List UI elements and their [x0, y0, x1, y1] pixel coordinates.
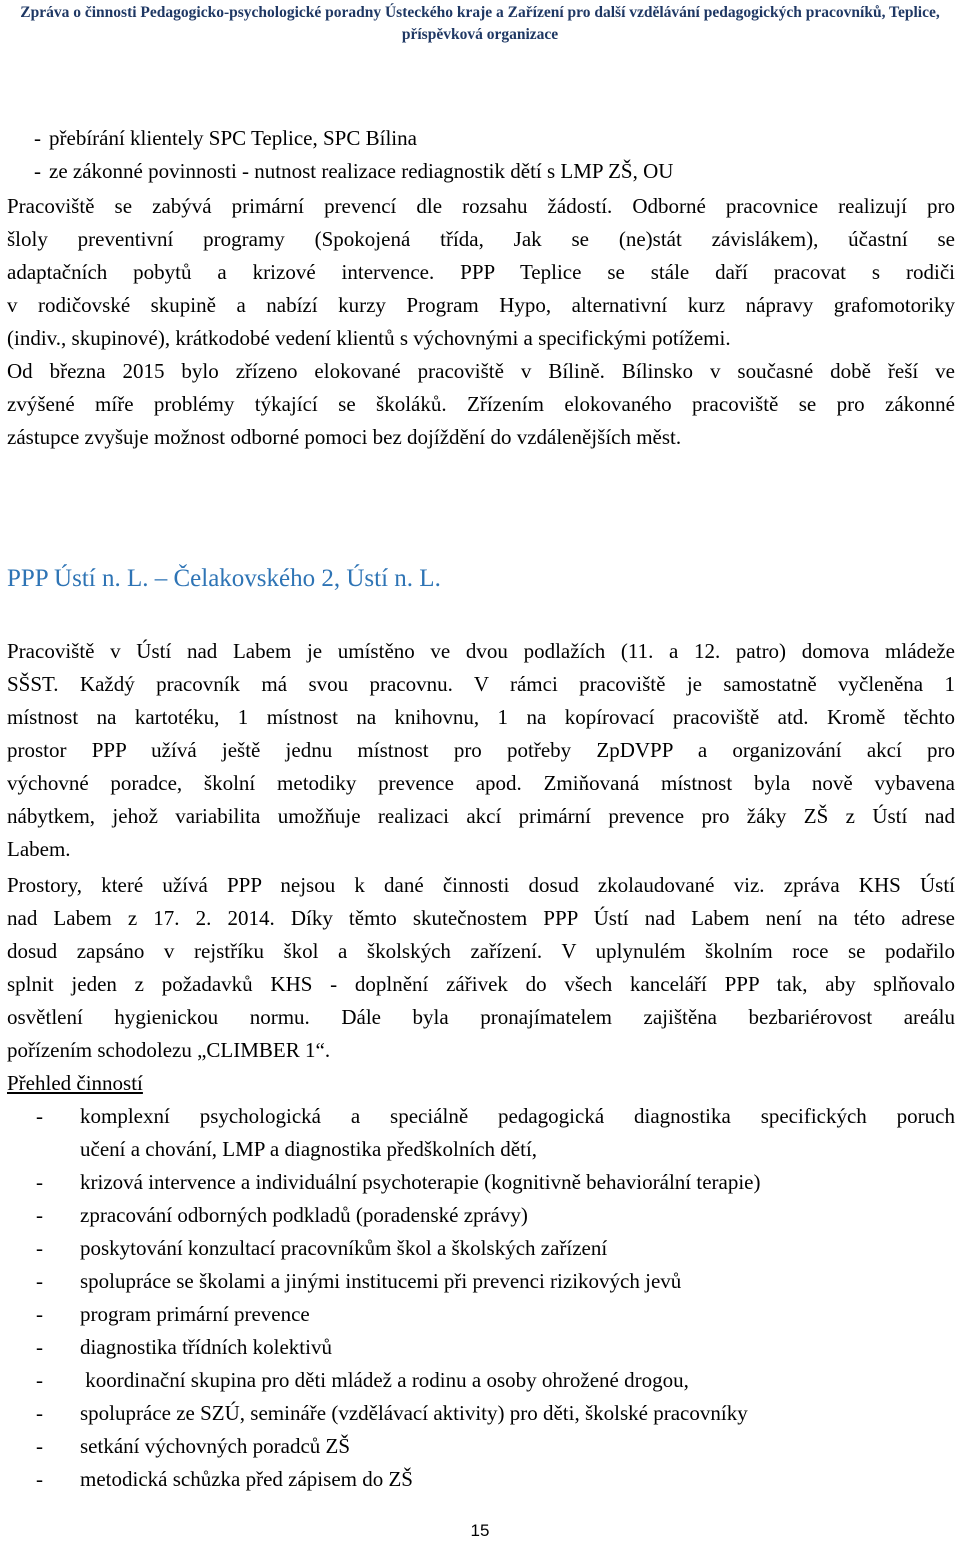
list-item-text: komplexní psychologická a speciálně pedagogická diagnostika specifických poruch — [80, 1104, 955, 1128]
paragraph-line: zvýšené míře problémy týkající se školáků. Zřízením elokovaného pracoviště se pro zákonné — [7, 392, 955, 416]
paragraph-line: nad Labem z 17. 2. 2014. Díky těmto skutečnostem PPP Ústí nad Labem není na této adrese — [7, 906, 955, 930]
list-dash: - — [34, 159, 41, 183]
paragraph-line: šloly preventivní programy (Spokojená třída, Jak se (ne)stát závislákem), účastní se — [7, 227, 955, 251]
list-item — [0, 1331, 955, 1364]
list-item-text: diagnostika třídních kolektivů — [80, 1335, 332, 1359]
list-dash: - — [36, 1302, 43, 1326]
list-dash: - — [36, 1203, 43, 1227]
list-item — [0, 1364, 955, 1397]
paragraph-line: prostor PPP užívá ještě jednu místnost pro potřeby ZpDVPP a organizování akcí pro — [7, 738, 955, 762]
list-dash: - — [36, 1335, 43, 1359]
list-item — [0, 1100, 955, 1166]
list-dash: - — [36, 1170, 43, 1194]
list-item-text: ze zákonné povinnosti - nutnost realizace rediagnostik dětí s LMP ZŠ, OU — [49, 159, 674, 183]
list-item — [0, 1232, 955, 1265]
prostory-paragraph — [7, 869, 955, 1067]
list-dash: - — [36, 1236, 43, 1260]
header-line-2: příspěvková organizace — [401, 26, 559, 43]
list-item-text: metodická schůzka před zápisem do ZŠ — [80, 1467, 413, 1491]
paragraph-line: místnost na kartotéku, 1 místnost na knihovnu, 1 na kopírovací pracoviště atd. Kromě těchto — [7, 705, 955, 729]
list-item — [0, 1265, 955, 1298]
list-dash: - — [36, 1401, 43, 1425]
activities-heading: Přehled činností — [7, 1071, 143, 1095]
list-item-text: poskytování konzultací pracovníkům škol a školských zařízení — [80, 1236, 608, 1260]
list-item — [0, 1199, 955, 1232]
list-dash: - — [36, 1104, 43, 1128]
list-dash: - — [34, 126, 41, 150]
paragraph-line: výchovné poradce, školní metodiky prevence apod. Zmiňovaná místnost byla nově vybavena — [7, 771, 955, 795]
list-item-text: spolupráce se školami a jinými institucemi při prevenci rizikových jevů — [80, 1269, 682, 1293]
teplice-paragraph — [7, 190, 955, 454]
section-heading-usti: PPP Ústí n. L. – Čelakovského 2, Ústí n. L. — [7, 565, 441, 592]
list-item — [0, 1463, 955, 1496]
paragraph-line: v rodičovské skupině a nabízí kurzy Program Hypo, alternativní kurz nápravy grafomotoriky — [7, 293, 955, 317]
list-item-text: krizová intervence a individuální psychoterapie (kognitivně behaviorální terapie) — [80, 1170, 761, 1194]
list-item — [0, 1166, 955, 1199]
list-dash: - — [36, 1467, 43, 1491]
list-item-text: program primární prevence — [80, 1302, 310, 1326]
list-dash: - — [36, 1269, 43, 1293]
list-dash: - — [36, 1368, 43, 1392]
list-item-text-continued: učení a chování, LMP a diagnostika předškolních dětí, — [80, 1137, 538, 1161]
paragraph-line: adaptačních pobytů a krizové intervence. PPP Teplice se stále daří pracovat s rodiči — [7, 260, 955, 284]
list-item — [0, 1298, 955, 1331]
paragraph-line: splnit jeden z požadavků KHS - doplnění zářivek do všech kanceláří PPP tak, aby splňovalo — [7, 972, 955, 996]
usti-paragraph — [7, 635, 955, 866]
list-item-text: zpracování odborných podkladů (poradenské zprávy) — [80, 1203, 528, 1227]
header-line-1: Zpráva o činnosti Pedagogicko-psychologické poradny Ústeckého kraje a Zařízení pro další vzdělávání pedagogických pracovníků, Teplice, — [20, 4, 940, 21]
running-header — [0, 2, 960, 46]
paragraph-line: SŠST. Každý pracovník má svou pracovnu. V rámci pracoviště je samostatně vyčleněna 1 — [7, 672, 955, 696]
paragraph-line: Prostory, které užívá PPP nejsou k dané činnosti dosud zkolaudované viz. zpráva KHS Ústí — [7, 873, 955, 897]
paragraph-line: Pracoviště v Ústí nad Labem je umístěno ve dvou podlažích (11. a 12. patro) domova mládeže — [7, 639, 955, 663]
list-item-text: přebírání klientely SPC Teplice, SPC Bílina — [49, 126, 417, 150]
list-item — [0, 1430, 955, 1463]
list-item-text: spolupráce ze SZÚ, semináře (vzdělávací aktivity) pro děti, školské pracovníky — [80, 1401, 748, 1425]
paragraph-line: Od března 2015 bylo zřízeno elokované pracoviště v Bílině. Bílinsko v současné době řeší ve — [7, 359, 955, 383]
list-item — [0, 1397, 955, 1430]
top-list-item — [7, 155, 673, 188]
paragraph-line: zástupce zvyšuje možnost odborné pomoci bez dojíždění do vzdálenějších měst. — [7, 425, 682, 449]
paragraph-line: nábytkem, jehož variabilita umožňuje realizaci akcí primární prevence pro žáky ZŠ z Ústí nad — [7, 804, 955, 828]
list-item-text: setkání výchovných poradců ZŠ — [80, 1434, 351, 1458]
paragraph-line: osvětlení hygienickou normu. Dále byla pronajímatelem zajištěna bezbariérovost areálu — [7, 1005, 955, 1029]
paragraph-line: dosud zapsáno v rejstříku škol a školských zařízení. V uplynulém školním roce se podařilo — [7, 939, 955, 963]
activities-list — [0, 1100, 960, 1496]
page-number: 15 — [470, 1521, 490, 1540]
paragraph-line: Pracoviště se zabývá primární prevencí dle rozsahu žádostí. Odborné pracovnice realizují pro — [7, 194, 955, 218]
top-list-item — [7, 122, 417, 155]
paragraph-line: (indiv., skupinové), krátkodobé vedení klientů s výchovnými a specifickými potížemi. — [7, 326, 731, 350]
paragraph-line: pořízením schodolezu „CLIMBER 1“. — [7, 1038, 331, 1062]
list-dash: - — [36, 1434, 43, 1458]
paragraph-line: Labem. — [7, 837, 71, 861]
list-item-text: koordinační skupina pro děti mládež a rodinu a osoby ohrožené drogou, — [80, 1368, 689, 1392]
